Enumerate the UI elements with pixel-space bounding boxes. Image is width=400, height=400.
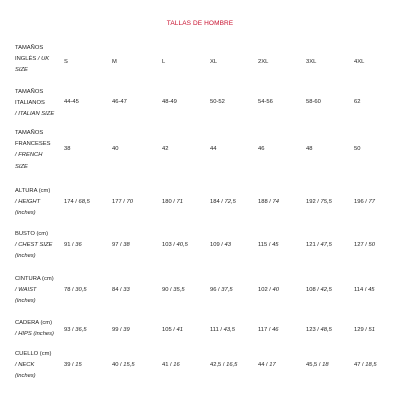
row-label-italic: / CHEST SIZE xyxy=(15,242,53,249)
cell-imperial-value: 45 xyxy=(272,242,279,248)
cell-metric-value: 97 / xyxy=(112,242,124,248)
table-cell xyxy=(210,285,233,296)
table-cell: 2XL xyxy=(258,59,269,65)
cell-metric-value: 91 / xyxy=(64,242,76,248)
row-label-line xyxy=(15,54,61,65)
cell-imperial-value: 47,5 xyxy=(320,242,332,248)
cell-metric-value: 105 / xyxy=(162,327,177,333)
table-cell: 48-49 xyxy=(162,99,177,105)
cell-metric-value: 184 / xyxy=(210,199,225,205)
table-cell: L xyxy=(162,59,166,65)
row-label-text: INGLÉS xyxy=(15,56,38,63)
cell-metric-value: 96 / xyxy=(210,287,222,293)
cell-imperial-value: 50 xyxy=(368,242,375,248)
table-cell xyxy=(162,325,183,336)
table-cell xyxy=(112,197,133,208)
row-label-italic: / FRENCH xyxy=(15,152,43,159)
table-cell xyxy=(258,197,279,208)
row-label xyxy=(15,186,61,220)
cell-metric-value: 41 / xyxy=(162,362,174,368)
row-label-line xyxy=(15,98,61,109)
cell-metric-value: 121 / xyxy=(306,242,321,248)
table-cell xyxy=(210,325,235,336)
row-label-italic: SIZE xyxy=(15,163,28,170)
table-cell xyxy=(112,285,130,296)
table-cell: M xyxy=(112,59,117,65)
cell-metric-value: 47 / xyxy=(354,362,366,368)
table-cell xyxy=(112,325,130,336)
cell-imperial-value: 18 xyxy=(322,362,329,368)
row-label-text: ALTURA (cm) xyxy=(15,188,51,194)
table-cell: 4XL xyxy=(354,59,365,65)
table-cell xyxy=(258,240,279,251)
table-cell xyxy=(210,360,237,371)
row-label-line xyxy=(15,229,61,240)
row-label-line xyxy=(15,186,61,197)
row-label xyxy=(15,274,61,308)
table-cell: 62 xyxy=(354,99,361,105)
cell-metric-value: 174 / xyxy=(64,199,79,205)
table-cell xyxy=(306,240,332,251)
row-label xyxy=(15,87,61,121)
cell-imperial-value: 74 xyxy=(272,199,279,205)
row-label-line xyxy=(15,349,61,360)
row-label xyxy=(15,128,61,173)
cell-imperial-value: 40 xyxy=(272,287,279,293)
table-cell: XL xyxy=(210,59,218,65)
table-cell xyxy=(64,360,82,371)
row-label xyxy=(15,349,61,383)
table-cell xyxy=(64,240,82,251)
row-label-italic: / WAIST xyxy=(15,287,37,294)
table-cell xyxy=(162,197,183,208)
cell-metric-value: 109 / xyxy=(210,242,225,248)
table-cell: 46 xyxy=(258,146,265,152)
cell-metric-value: 103 / xyxy=(162,242,177,248)
table-cell xyxy=(112,360,135,371)
row-label-text: CADERA (cm) xyxy=(15,320,53,326)
cell-metric-value: 111 / xyxy=(210,327,224,333)
row-label-text: FRANCESES xyxy=(15,141,51,148)
table-cell: 42 xyxy=(162,146,169,152)
row-label-line xyxy=(15,87,61,98)
table-cell: 3XL xyxy=(306,59,317,65)
cell-metric-value: 196 / xyxy=(354,199,369,205)
row-label xyxy=(15,318,61,340)
table-cell xyxy=(306,197,332,208)
cell-metric-value: 93 / xyxy=(64,327,76,333)
row-label-text: TAMAÑOS xyxy=(15,45,44,51)
row-label-italic: / UK xyxy=(37,56,50,63)
table-cell xyxy=(258,325,279,336)
cell-imperial-value: 16,5 xyxy=(226,362,238,368)
cell-metric-value: 177 / xyxy=(112,199,127,205)
row-label-line xyxy=(15,43,61,54)
table-cell xyxy=(354,360,377,371)
table-cell xyxy=(258,360,276,371)
cell-metric-value: 45,5 / xyxy=(306,362,323,368)
cell-metric-value: 180 / xyxy=(162,199,177,205)
table-cell: 44-45 xyxy=(64,99,79,105)
table-cell xyxy=(162,240,188,251)
row-label-line xyxy=(15,208,61,219)
table-cell xyxy=(162,285,185,296)
cell-imperial-value: 43 xyxy=(224,242,231,248)
cell-imperial-value: 37,5 xyxy=(221,287,233,293)
cell-imperial-value: 45 xyxy=(368,287,375,293)
table-cell xyxy=(112,240,130,251)
cell-imperial-value: 15 xyxy=(75,362,82,368)
row-label-line xyxy=(15,128,61,139)
table-cell: 48 xyxy=(306,146,313,152)
row-label-text: BUSTO (cm) xyxy=(15,231,49,237)
cell-imperial-value: 71 xyxy=(176,199,183,205)
row-label-line xyxy=(15,285,61,296)
cell-metric-value: 40 / xyxy=(112,362,124,368)
cell-imperial-value: 15,5 xyxy=(123,362,135,368)
cell-metric-value: 84 / xyxy=(112,287,124,293)
cell-metric-value: 192 / xyxy=(306,199,321,205)
cell-imperial-value: 70 xyxy=(126,199,133,205)
row-label-line xyxy=(15,65,61,76)
row-label-text: TAMAÑOS xyxy=(15,130,44,136)
cell-imperial-value: 43,5 xyxy=(223,327,235,333)
row-label-italic: SIZE xyxy=(15,67,28,74)
table-cell xyxy=(64,325,87,336)
cell-metric-value: 99 / xyxy=(112,327,124,333)
row-label-text: TAMAÑOS xyxy=(15,89,44,95)
cell-metric-value: 117 / xyxy=(258,327,273,333)
cell-metric-value: 90 / xyxy=(162,287,174,293)
table-cell xyxy=(354,285,375,296)
table-cell: 44 xyxy=(210,146,217,152)
row-label-text: ITALIANOS xyxy=(15,100,45,107)
row-label-line xyxy=(15,150,61,161)
cell-imperial-value: 35,5 xyxy=(173,287,185,293)
table-cell xyxy=(258,285,279,296)
row-label-line xyxy=(15,139,61,150)
cell-imperial-value: 41 xyxy=(176,327,183,333)
cell-imperial-value: 17 xyxy=(269,362,276,368)
cell-imperial-value: 16 xyxy=(173,362,180,368)
cell-metric-value: 127 / xyxy=(354,242,369,248)
row-label-italic: (inches) xyxy=(15,210,36,217)
row-label-italic: / HEIGHT xyxy=(15,199,41,206)
table-cell xyxy=(306,360,329,371)
cell-imperial-value: 36,5 xyxy=(75,327,87,333)
cell-imperial-value: 42,5 xyxy=(320,287,332,293)
row-label xyxy=(15,229,61,263)
cell-imperial-value: 51 xyxy=(368,327,375,333)
cell-imperial-value: 18,5 xyxy=(365,362,377,368)
row-label-line xyxy=(15,360,61,371)
row-label-line xyxy=(15,162,61,173)
row-label-line xyxy=(15,371,61,382)
cell-imperial-value: 75,5 xyxy=(320,199,332,205)
cell-imperial-value: 30,5 xyxy=(75,287,87,293)
row-label-italic: (inches) xyxy=(15,373,36,380)
row-label-line xyxy=(15,197,61,208)
row-label xyxy=(15,43,61,77)
row-label-line xyxy=(15,109,61,120)
cell-metric-value: 123 / xyxy=(306,327,321,333)
row-label-line xyxy=(15,329,61,340)
cell-metric-value: 78 / xyxy=(64,287,76,293)
cell-metric-value: 188 / xyxy=(258,199,273,205)
table-cell: 58-60 xyxy=(306,99,321,105)
table-cell: 46-47 xyxy=(112,99,127,105)
row-label-line xyxy=(15,274,61,285)
cell-imperial-value: 36 xyxy=(75,242,82,248)
table-cell xyxy=(162,360,180,371)
row-label-italic: / HIPS (inches) xyxy=(15,331,54,338)
row-label-line xyxy=(15,240,61,251)
row-label-line xyxy=(15,296,61,307)
table-cell xyxy=(306,325,332,336)
row-label-italic: / NECK xyxy=(15,362,35,369)
cell-imperial-value: 48,5 xyxy=(320,327,332,333)
cell-imperial-value: 72,5 xyxy=(224,199,236,205)
table-cell: S xyxy=(64,59,68,65)
table-cell: 54-56 xyxy=(258,99,273,105)
page-title: TALLAS DE HOMBRE xyxy=(166,20,234,27)
table-cell xyxy=(210,240,231,251)
cell-metric-value: 42,5 / xyxy=(210,362,227,368)
cell-metric-value: 114 / xyxy=(354,287,369,293)
row-label-text: CUELLO (cm) xyxy=(15,351,52,357)
cell-metric-value: 115 / xyxy=(258,242,273,248)
cell-imperial-value: 68,5 xyxy=(78,199,90,205)
table-cell xyxy=(354,325,375,336)
cell-imperial-value: 46 xyxy=(272,327,279,333)
cell-imperial-value: 38 xyxy=(123,242,130,248)
table-cell: 40 xyxy=(112,146,119,152)
table-cell xyxy=(354,197,375,208)
table-cell xyxy=(306,285,332,296)
row-label-text: CINTURA (cm) xyxy=(15,276,54,282)
table-cell: 38 xyxy=(64,146,71,152)
table-cell: 50 xyxy=(354,146,361,152)
table-cell xyxy=(210,197,236,208)
table-cell xyxy=(354,240,375,251)
cell-imperial-value: 39 xyxy=(123,327,130,333)
cell-metric-value: 108 / xyxy=(306,287,321,293)
cell-imperial-value: 40,5 xyxy=(176,242,188,248)
cell-metric-value: 44 / xyxy=(258,362,270,368)
table-cell xyxy=(64,285,87,296)
table-cell xyxy=(64,197,90,208)
row-label-line xyxy=(15,318,61,329)
cell-metric-value: 102 / xyxy=(258,287,273,293)
cell-imperial-value: 77 xyxy=(368,199,375,205)
row-label-italic: (inches) xyxy=(15,253,36,260)
row-label-italic: (inches) xyxy=(15,298,36,305)
cell-metric-value: 39 / xyxy=(64,362,76,368)
cell-imperial-value: 33 xyxy=(123,287,130,293)
cell-metric-value: 129 / xyxy=(354,327,369,333)
row-label-italic: / ITALIAN SIZE xyxy=(15,111,55,118)
row-label-line xyxy=(15,251,61,262)
table-cell: 50-52 xyxy=(210,99,225,105)
